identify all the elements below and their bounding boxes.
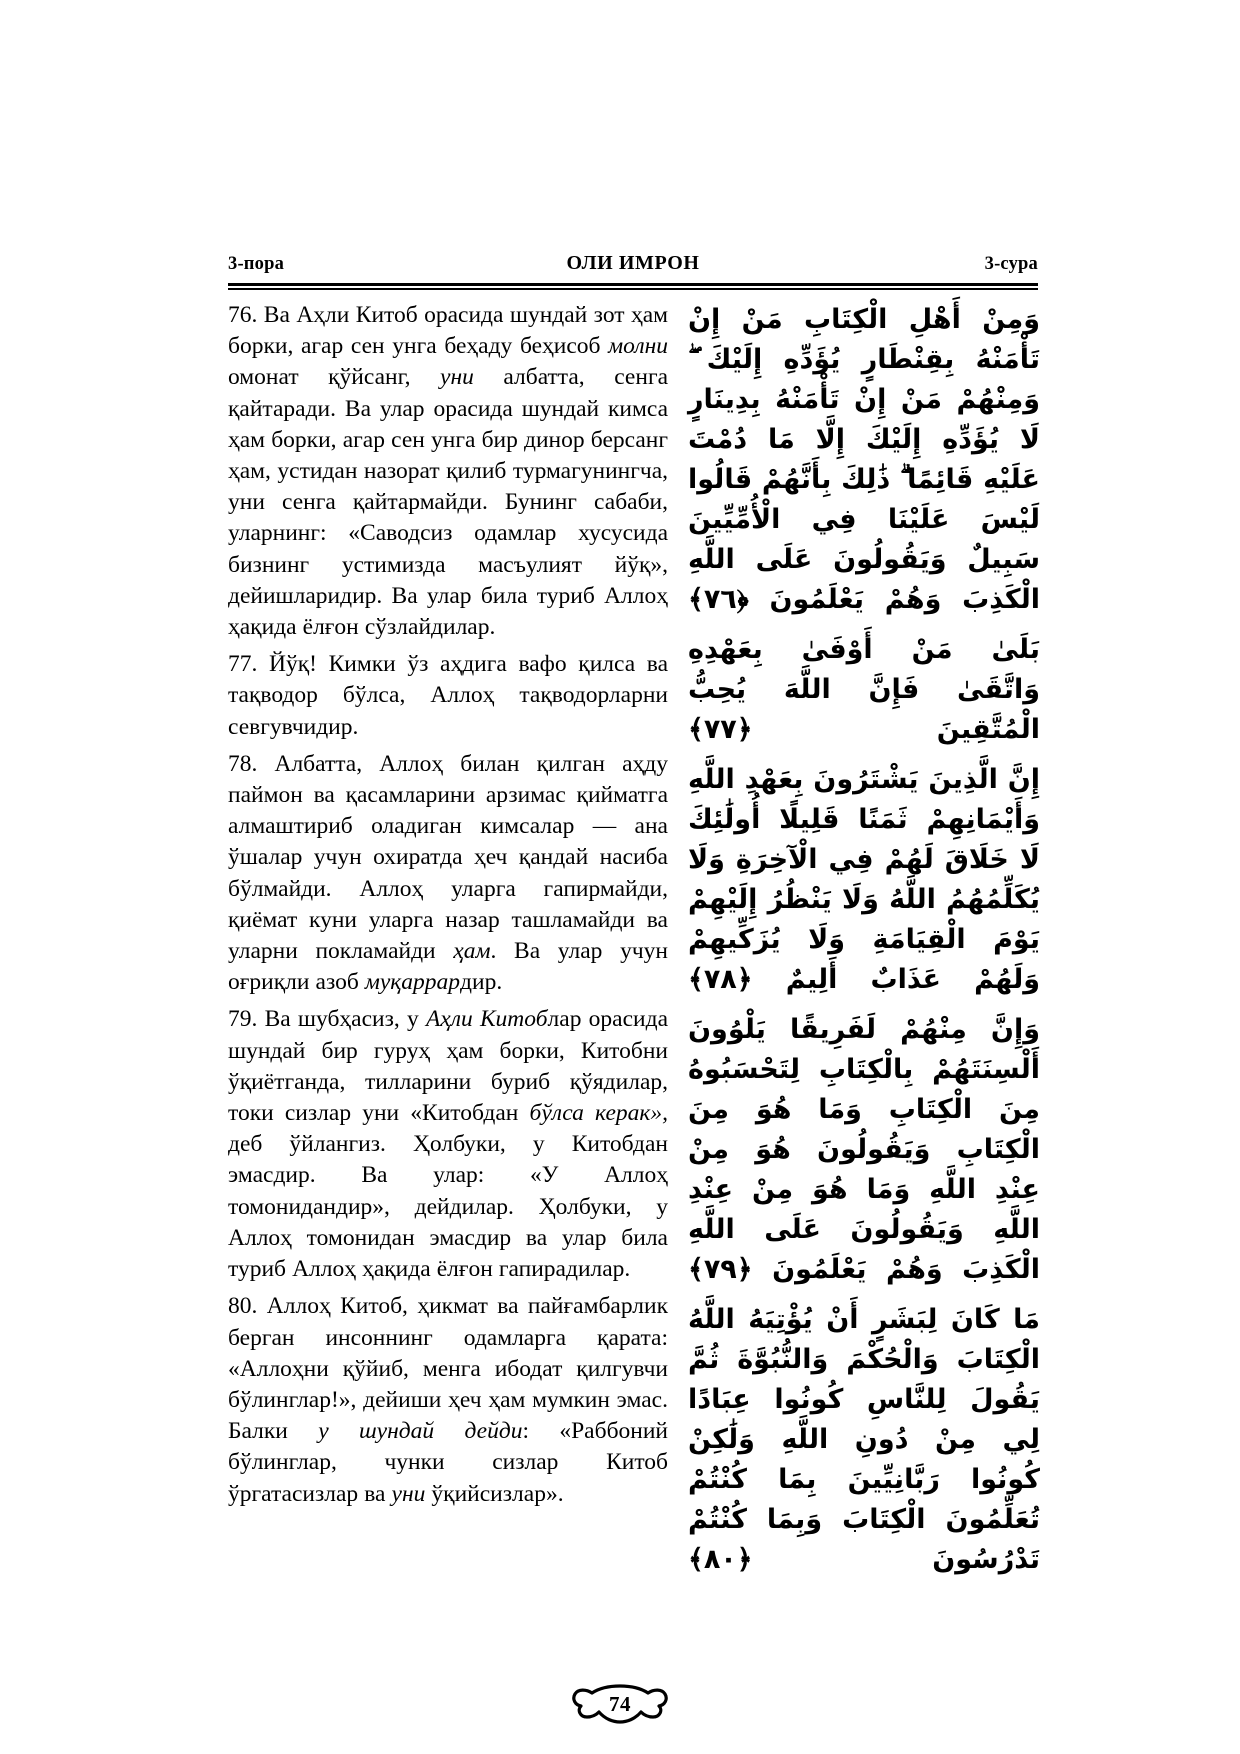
verse-paragraph: 80. Аллоҳ Китоб, ҳикмат ва пайғамбарлик берган инсоннинг одамларга қарата: «Аллоҳни қўйиб, менга ибодат қилгувчи бўлинглар!», дейиши ҳеч ҳам мумкин эмас. Балки у шундай дейди: «Раббоний бўлинглар, чунки сизлар Китоб ўргатасизлар ва уни ўқийсизлар». xyxy=(228,1293,668,1507)
folio-ornament xyxy=(568,1680,672,1728)
header-surah-title: ОЛИ ИМРОН xyxy=(566,252,700,274)
ayah-block xyxy=(688,1010,1040,1290)
running-header xyxy=(228,245,1038,275)
ayah-text: بَلَىٰ مَنْ أَوْفَىٰ بِعَهْدِهِ وَاتَّقَىٰ فَإِنَّ اللَّهَ يُحِبُّ الْمُتَّقِينَ ﴿٧٧﴾ xyxy=(688,634,1040,745)
ayah-block xyxy=(688,1300,1040,1580)
page-number: 74 xyxy=(609,1691,631,1716)
ayah-block xyxy=(688,630,1040,750)
header-divider xyxy=(228,283,1038,290)
arabic-text-column xyxy=(688,300,1040,1590)
ayah-text: مَا كَانَ لِبَشَرٍ أَنْ يُؤْتِيَهُ اللَّهُ الْكِتَابَ وَالْحُكْمَ وَالنُّبُوَّةَ ثُمَّ يَقُولَ لِلنَّاسِ كُونُوا عِبَادًا لِي مِنْ دُونِ اللَّهِ وَلَٰكِنْ كُونُوا رَبَّانِيِّينَ بِمَا كُنْتُمْ تُعَلِّمُونَ الْكِتَابَ وَبِمَا كُنْتُمْ تَدْرُسُونَ ﴿٨٠﴾ xyxy=(688,1304,1040,1575)
uzbek-translation-column xyxy=(228,300,668,1510)
header-surah-label: 3-сура xyxy=(984,254,1038,274)
verse-paragraph: 78. Албатта, Аллоҳ билан қилган аҳду паймон ва қасамларини арзимас қийматга алмаштириб оладиган кимсалар — ана ўшалар учун охиратда ҳеч қандай насиба бўлмайди. Аллоҳ уларга гапирмайди, қиёмат куни уларга назар ташламайди ва уларни покламайди ҳам. Ва улар учун оғриқли азоб муқаррардир. xyxy=(228,750,668,996)
ayah-text: وَإِنَّ مِنْهُمْ لَفَرِيقًا يَلْوُونَ أَلْسِنَتَهُمْ بِالْكِتَابِ لِتَحْسَبُوهُ مِنَ الْكِتَابِ وَمَا هُوَ مِنَ الْكِتَابِ وَيَقُولُونَ هُوَ مِنْ عِنْدِ اللَّهِ وَمَا هُوَ مِنْ عِنْدِ اللَّهِ وَيَقُولُونَ عَلَى اللَّهِ الْكَذِبَ وَهُمْ يَعْلَمُونَ ﴿٧٩﴾ xyxy=(688,1014,1040,1285)
header-juz-label: 3-пора xyxy=(228,254,285,274)
page-footer xyxy=(0,1680,1240,1728)
divider-thin-line xyxy=(228,288,1038,290)
verse-paragraph: 77. Йўқ! Кимки ўз аҳдига вафо қилса ва тақводор бўлса, Аллоҳ тақводорларни севгувчидир. xyxy=(228,651,668,740)
verse-paragraph: 79. Ва шубҳасиз, у Аҳли Китоблар орасида шундай бир гуруҳ ҳам борки, Китобни ўқиётганда, тилларини буриб қўядилар, токи сизлар уни «Китобдан бўлса керак», деб ўйлангиз. Ҳолбуки, у Китобдан эмасдир. Ва улар: «У Аллоҳ томонидандир», дейдилар. Ҳолбуки, у Аллоҳ томонидан эмасдир ва улар била туриб Аллоҳ ҳақида ёлғон гапирадилар. xyxy=(228,1006,668,1283)
ayah-text: وَمِنْ أَهْلِ الْكِتَابِ مَنْ إِنْ تَأْمَنْهُ بِقِنْطَارٍ يُؤَدِّهِ إِلَيْكَ ۖ وَمِنْهُمْ مَنْ إِنْ تَأْمَنْهُ بِدِينَارٍ لَا يُؤَدِّهِ إِلَيْكَ إِلَّا مَا دُمْتَ عَلَيْهِ قَائِمًا ۗ ذَٰلِكَ بِأَنَّهُمْ قَالُوا لَيْسَ عَلَيْنَا فِي الْأُمِّيِّينَ سَبِيلٌ وَيَقُولُونَ عَلَى اللَّهِ الْكَذِبَ وَهُمْ يَعْلَمُونَ ﴿٧٦﴾ xyxy=(688,304,1040,615)
ayah-text: إِنَّ الَّذِينَ يَشْتَرُونَ بِعَهْدِ اللَّهِ وَأَيْمَانِهِمْ ثَمَنًا قَلِيلًا أُولَٰئِكَ لَا خَلَاقَ لَهُمْ فِي الْآخِرَةِ وَلَا يُكَلِّمُهُمُ اللَّهُ وَلَا يَنْظُرُ إِلَيْهِمْ يَوْمَ الْقِيَامَةِ وَلَا يُزَكِّيهِمْ وَلَهُمْ عَذَابٌ أَلِيمٌ ﴿٧٨﴾ xyxy=(688,764,1040,995)
ayah-block xyxy=(688,300,1040,620)
ayah-block xyxy=(688,760,1040,1000)
verse-paragraph: 76. Ва Аҳли Китоб орасида шундай зот ҳам борки, агар сен унга беҳаду беҳисоб молни омонат қўйсанг, уни албатта, сенга қайтаради. Ва улар орасида шундай кимса ҳам борки, агар сен унга бир динор берсанг ҳам, устидан назорат қилиб турмагунингча, уни сенга қайтармайди. Бунинг сабаби, уларнинг: «Саводсиз одамлар хусусида бизнинг устимизда масъулият йўқ», дейишларидир. Ва улар била туриб Аллоҳ ҳақида ёлғон сўзлайдилар. xyxy=(228,302,669,641)
page-body xyxy=(228,300,1040,1640)
